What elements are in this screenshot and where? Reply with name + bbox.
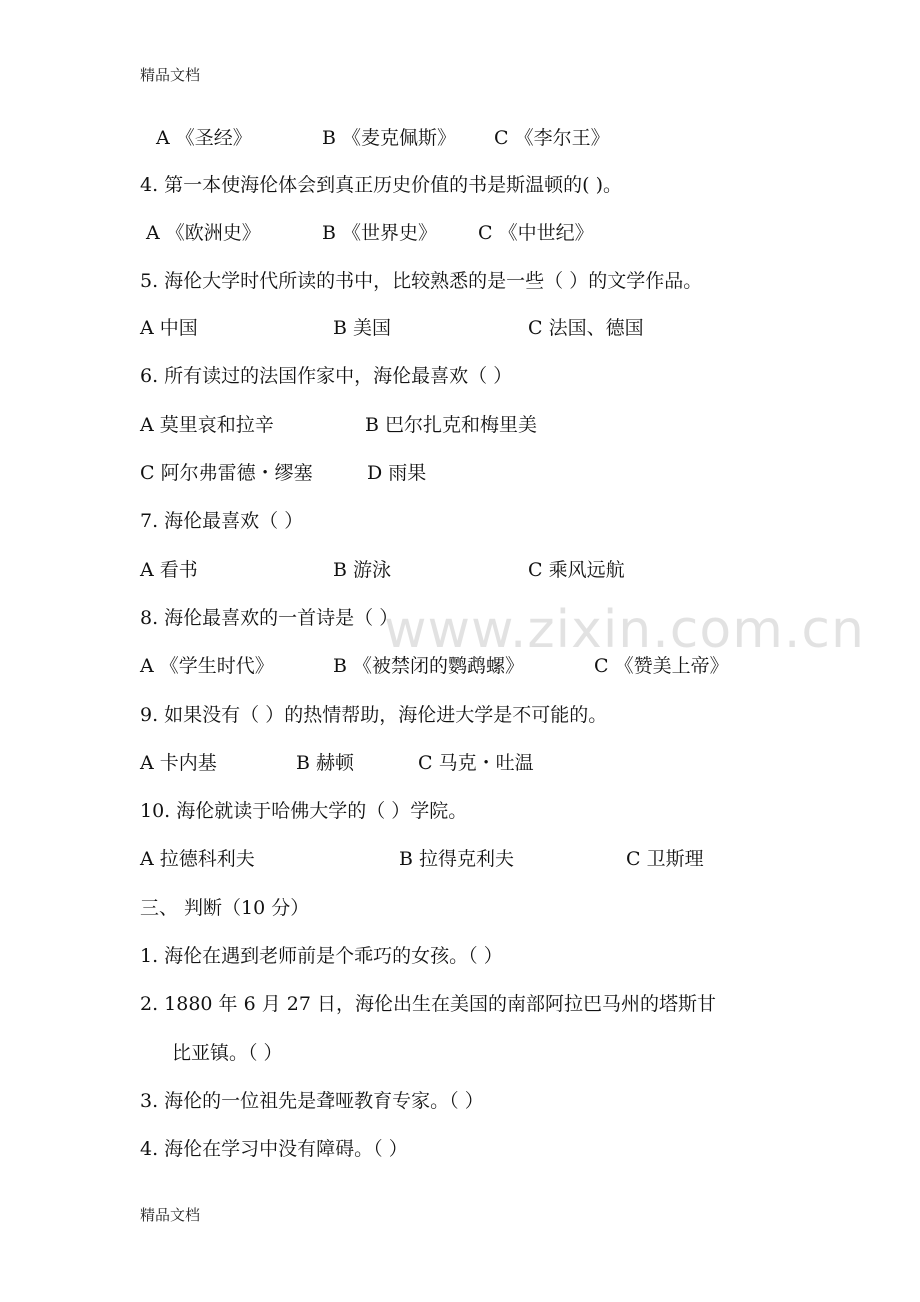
judgment-3-text: 3. 海伦的一位祖先是聋哑教育专家。（ ） — [140, 1090, 484, 1112]
question-8-text: 8. 海伦最喜欢的一首诗是（ ） — [140, 607, 399, 629]
q6-option-c: C 阿尔弗雷德・缪塞 — [140, 462, 313, 484]
q6-option-d: D 雨果 — [367, 462, 427, 484]
judgment-2-text-line1: 2. 1880 年 6 月 27 日，海伦出生在美国的南部阿拉巴马州的塔斯甘 — [140, 993, 716, 1015]
header-note: 精品文档 — [140, 66, 201, 84]
q9-option-c: C 马克・吐温 — [418, 752, 534, 774]
q6-option-b: B 巴尔扎克和梅里美 — [365, 414, 538, 436]
q3-option-a: A 《圣经》 — [156, 127, 252, 149]
q3-option-b: B 《麦克佩斯》 — [322, 127, 457, 149]
q4-option-a: A 《欧洲史》 — [146, 222, 261, 244]
question-6-text: 6. 所有读过的法国作家中，海伦最喜欢（ ） — [140, 365, 513, 387]
q10-option-b: B 拉得克利夫 — [399, 848, 515, 870]
question-9-text: 9. 如果没有（ ）的热情帮助，海伦进大学是不可能的。 — [140, 704, 608, 726]
q3-option-c: C 《李尔王》 — [494, 127, 610, 149]
q7-option-a: A 看书 — [140, 559, 198, 581]
q5-option-b: B 美国 — [333, 317, 392, 339]
q6-option-a: A 莫里哀和拉辛 — [140, 414, 274, 436]
q10-option-c: C 卫斯理 — [626, 848, 704, 870]
q9-option-b: B 赫顿 — [296, 752, 355, 774]
q4-option-c: C 《中世纪》 — [478, 222, 594, 244]
footer-note: 精品文档 — [140, 1206, 201, 1224]
judgment-4-text: 4. 海伦在学习中没有障碍。（ ） — [140, 1138, 408, 1160]
q4-option-b: B 《世界史》 — [322, 222, 438, 244]
question-4-text: 4. 第一本使海伦体会到真正历史价值的书是斯温顿的( )。 — [140, 174, 623, 196]
q5-option-c: C 法国、德国 — [528, 317, 644, 339]
section-3-heading-text: 三、 判断（10 分） — [140, 897, 310, 919]
q10-option-a: A 拉德科利夫 — [140, 848, 255, 870]
question-7-text: 7. 海伦最喜欢（ ） — [140, 510, 304, 532]
q8-option-a: A 《学生时代》 — [140, 655, 274, 677]
watermark: www.zixin.com.cn — [384, 600, 865, 660]
judgment-1-text: 1. 海伦在遇到老师前是个乖巧的女孩。（ ） — [140, 945, 503, 967]
q9-option-a: A 卡内基 — [140, 752, 217, 774]
question-5-text: 5. 海伦大学时代所读的书中，比较熟悉的是一些（ ）的文学作品。 — [140, 270, 703, 292]
q8-option-c: C 《赞美上帝》 — [594, 655, 729, 677]
judgment-2-text-line2: 比亚镇。（ ） — [172, 1042, 283, 1064]
q8-option-b: B 《被禁闭的鹦鹉螺》 — [333, 655, 525, 677]
q7-option-b: B 游泳 — [333, 559, 392, 581]
question-10-text: 10. 海伦就读于哈佛大学的（ ）学院。 — [140, 800, 468, 822]
q7-option-c: C 乘风远航 — [528, 559, 625, 581]
q5-option-a: A 中国 — [140, 317, 198, 339]
